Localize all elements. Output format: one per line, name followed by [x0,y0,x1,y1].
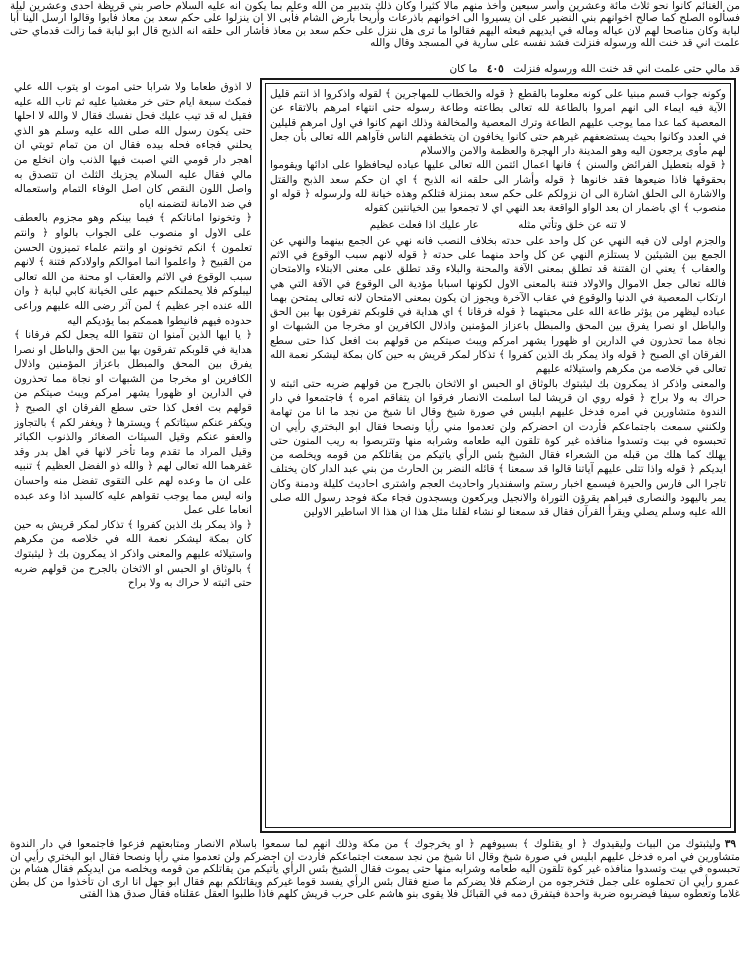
pagebar-right-text: قد مالي حتى علمت اني قد خنت الله ورسوله فنزلت [513,63,740,75]
page-number: ٤٠٥ [486,63,504,75]
commentary-paragraph-4: والمعنى واذكر اذ يمكرون بك ليثبتوك بالوثاق او الحبس او الاثخان بالجرح من قولهم ضربه حتى اثبته لا حراك به ولا براح ﴿ قوله روي ان قريشا لما اسلمت الانصار فرقوا ان يتفاقم امره ﴾ فاجتمعوا في دار الندوة متشاورين في امره فدخل عليهم ابليس في صورة شيخ وقال انا شيخ من نجد ما انا من تهامة ولكنني سمعت باجتماعكم فأردت ان احضركم ولن تعدموا مني رأيا ونصحا فقال ابو البختري رأيي ان تحبسوه في بيت وتسدوا منافذه غير كوة تلقون اليه طعامه وشرابه منها وتتربصوا به ريب المنون حتى يهلك كما هلك من قبله من الشعراء فقال الشيخ بئس الرأي ياتيكم من يقاتلكم من قومه ويخلصه من ايديكم ﴿ قوله واذا تتلى عليهم آياتنا قالوا قد سمعنا ﴾ قائله النضر بن الحارث من بني عبد الدار كان يختلف تاجرا الى فارس والحيرة فيسمع اخبار رستم واسفنديار واحاديث العجم واشترى احاديث كليلة ودمنة وكان يمر باليهود والنصارى فيراهم يقرؤن التوراة والانجيل ويركعون ويسجدون فجاء مكة فوجد رسول الله صلى الله عليه وسلم يصلي ويقرأ القرآن فقال قد سمعنا لو نشاء لقلنا مثل هذا ان هذا الا اساطير الاولين [270,377,726,519]
commentary-text [270,87,726,824]
footer-paragraph [10,838,740,901]
header-paragraph: من الغنائم كانوا نحو ثلاث مائة وعشرين وأسر سبعين وأخذ منهم مالا كثيرا وكان ذلك بتدبير من الله وعلم بما يكون انه عليه السلام حاصر بني قريظة احدى وعشرين ليلة فسألوه الصلح كما صالح اخوانهم بني النضير على ان يسيروا الى اخوانهم باذرعات وأريحا بأرض الشام فأبى الا ان ينزلوا على حكم سعد بن معاذ فأبوا وقالوا ارسل الينا أبا لبابة وكان مناصحا لهم لان عياله وماله في ايديهم فبعثه اليهم فقالوا ما ترى هل ننزل على حكم سعد بن معاذ فأشار الى حلقه انه الذبح قال ابو لبابة فما زالت قدماي حتى علمت اني قد خنت الله ورسوله فنزلت فشد نفسه على سارية في المسجد وقال والله [10,0,740,50]
page-header-text [10,0,740,62]
commentary-paragraph-2: ﴿ قوله بتعطيل الفرائض والسنن ﴾ فانها اعمال ائتمن الله تعالى عليها عباده ليحافظوا على ادائها ويقوموا بحقوقها فاذا ضيعوها فقد خانوها ﴿ قوله وأشار الى حلقه انه الذبح ﴾ اي ان حكم سعد الذبح والقتل والاشارة الى الحلق اشارة الى ان نزولكم على حكم سعد بمنزلة قتلكم وهذه خيانة لله ولرسوله ﴿ قوله او منصوب ﴾ اي باضمار ان بعد الواو الواقعة بعد النهي اي لا تجمعوا بين الخيانتين كقوله [270,159,726,215]
page-number-bar [10,62,740,76]
margin-tafsir-column [14,80,252,832]
page-footer-text [10,838,740,966]
margin-paragraph-3: ﴿ يا ايها الذين آمنوا ان تتقوا الله يجعل لكم فرقانا ﴾ هداية في قلوبكم تفرقون بها بين الحق والباطل او نصرا يفرق بين المحق والمبطل باعزاز المؤمنين واذلال الكافرين او مخرجا من الشبهات او نجاة مما تحذرون في الدارين او ظهورا يشهر امركم ويبث صيتكم من قولهم بت افعل كذا حتى سطع الفرقان اي الصبح ﴿ ويكفر عنكم سيئاتكم ﴾ ويسترها ﴿ ويغفر لكم ﴾ بالتجاوز والعفو عنكم وقيل السيئات الصغائر والذنوب الكبائر وقيل المراد ما تقدم وما تأخر لانها في اهل بدر وقد غفرهما الله تعالى لهم ﴿ والله ذو الفضل العظيم ﴾ تنبيه على ان ما وعده لهم على التقوى تفضل منه واحسان وانه ليس مما يوجب تقواهم عليه كالسيد اذا وعد عبده انعاما على عمل [14,329,252,517]
verse-hemistich-1: لا تنه عن خلق وتأتي مثله [518,218,627,231]
verse-number-marker: ٣٩ [724,838,736,850]
poetry-verse [270,218,726,232]
margin-paragraph-1: لا اذوق طعاما ولا شرابا حتى اموت او يتوب الله علي فمكث سبعة ايام حتى خر مغشيا عليه ثم تاب الله عليه فقيل له قد تيب عليك فحل نفسك فقال لا والله لا احلها حتى يكون رسول الله صلى الله عليه وسلم هو الذي يحلني فجاءه فحله بيده فقال ان من تمام توبتي ان اهجر دار قومي التي اصبت فيها الذنب وان انخلع من مالي فقال عليه السلام يجزيك الثلث ان تتصدق به واصل اللون النقص كان اصل الوفاء التمام واستعماله في ضد الامانة لتضمنه اياه [14,81,252,210]
margin-paragraph-4: ﴿ واذ يمكر بك الذين كفروا ﴾ تذكار لمكر قريش به حين كان بمكة ليشكر نعمة الله في خلاصه من مكرهم واستيلائه عليهم والمعنى واذكر اذ يمكرون بك ﴿ ليثبتوك ﴾ بالوثاق او الحبس او الاثخان بالجرح من قولهم ضربه حتى اثبته لا حراك به ولا براح [14,518,252,590]
footer-body: وليثبتوك من البيات وليقيدوك ﴿ او يقتلوك ﴾ بسيوفهم ﴿ او يخرجوك ﴾ من مكة وذلك انهم لما سمعوا باسلام الانصار ومتابعتهم فزعوا فاجتمعوا في دار الندوة متشاورين في امره فدخل عليهم ابليس في صورة شيخ وقال انا شيخ من نجد سمعت اجتماعكم فأردت ان احضركم ولن تعدموا مني رأيا ونصحا فقال ابو البختري رأيي ان تحبسوه في بيت وتسدوا منافذه غير كوة تلقون اليه طعامه وشرابه منها حتى يموت فقال الشيخ بئس الرأي يأتيكم من يقاتلكم من قومه ويخلصه من ايديكم فقال هشام بن عمرو رأيي ان تحملوه على جمل فتخرجوه من ارضكم فلا يضركم ما صنع فقال بئس الرأي يفسد قوما غيركم ويقاتلكم بهم فقال ابو جهل انا ارى ان تأخذوا من كل بطن غلاما وتعطوه سيفا فيضربوه ضربة واحدة فيتفرق دمه في القبائل فلا يقوى بنو هاشم على حرب قريش كلهم فاذا طلبوا العقل عقلناه فقال صدق هذا الفتى [10,838,740,901]
verse-hemistich-2: عار عليك اذا فعلت عظيم [369,218,479,231]
commentary-paragraph-1: وكونه جواب قسم مبنيا على كونه معلوما بالقطع ﴿ قوله والخطاب للمهاجرين ﴾ لقوله واذكروا اذ انتم قليل الآية فيه ايماء الى انهم امروا بالطاعة لله تعالى بطاعته وطاعة رسوله حتى انتهاء امرهم بالاتقاء عن المعصية كما عدا مما يوجب عليهم الطاعة وترك المعصية والمخالفة وذلك انهم كانوا في اول امرهم قليلين في العدد وكانوا بحيث يستضعفهم غيرهم حتى كانوا يخافون ان يتخطفهم الناس فآواهم الله تعالى بأن جعل لهم مأوى يرجعون اليه وهو المدينة دار الهجرة والعظمة والامن والاسلام [270,88,726,158]
commentary-frame [260,78,736,833]
margin-paragraph-2: ﴿ وتخونوا اماناتكم ﴾ فيما بينكم وهو مجزوم بالعطف على الاول او منصوب على الجواب بالواو ﴿ وانتم تعلمون ﴾ انكم تخونون او وانتم علماء تميزون الحسن من القبيح ﴿ واعلموا انما اموالكم واولادكم فتنة ﴾ لانهم سبب الوقوع في الاثم والعقاب او محنة من الله تعالى ليبلوكم فلا يحملنكم حبهم على الخيانة كابي لبابة ﴿ وان الله عنده اجر عظيم ﴾ لمن آثر رضى الله عليهم وراعى حدوده فيهم فانيطوا هممكم بما يؤديكم اليه [14,212,252,327]
commentary-paragraph-3: والجزم اولى لان فيه النهي عن كل واحد على حدته بخلاف النصب فانه نهي عن الجمع بينهما والنهي عن الجمع بين الشيئين لا يستلزم النهي عن كل واحد منهما على حدته ﴿ قوله لانهم سبب الوقوع في الاثم والعقاب ﴾ يعني ان الفتنة قد تطلق بمعنى الآفة والمحنة والبلاء وقد تطلق على معنى الابتلاء والامتحان فالله تعالى جعل الاموال والاولاد فتنة بالمعنى الاول لكونها اسبابا مؤدية الى الوقوع في الآفة التي هي ارتكاب المعصية في الدنيا والوقوع في عقاب الآخرة ويجوز ان يكون بمعنى الامتحان لانه تعالى يمتحن بهما عباده ليظهر من يؤثر طاعة الله على محبتهما ﴿ قوله فرقانا ﴾ اي هداية في قلوبكم تفرقون بها بين الحق والباطل او نصرا يفرق بين المحق والمبطل باعزاز المؤمنين واذلال الكافرين او مخرجا من الشبهات او نجاة مما تحذرون في الدارين او ظهورا يشهر امركم ويبث صيتكم من قولهم بت افعل كذا حتى سطع الفرقان اي الصبح ﴿ قوله واذ يمكر بك الذين كفروا ﴾ تذكار لمكر قريش به حين كان بمكة ليشكر نعمة الله تعالى في خلاصه من مكرهم واستيلائه عليهم [270,234,726,376]
pagebar-left-text: ما كان [449,63,478,75]
